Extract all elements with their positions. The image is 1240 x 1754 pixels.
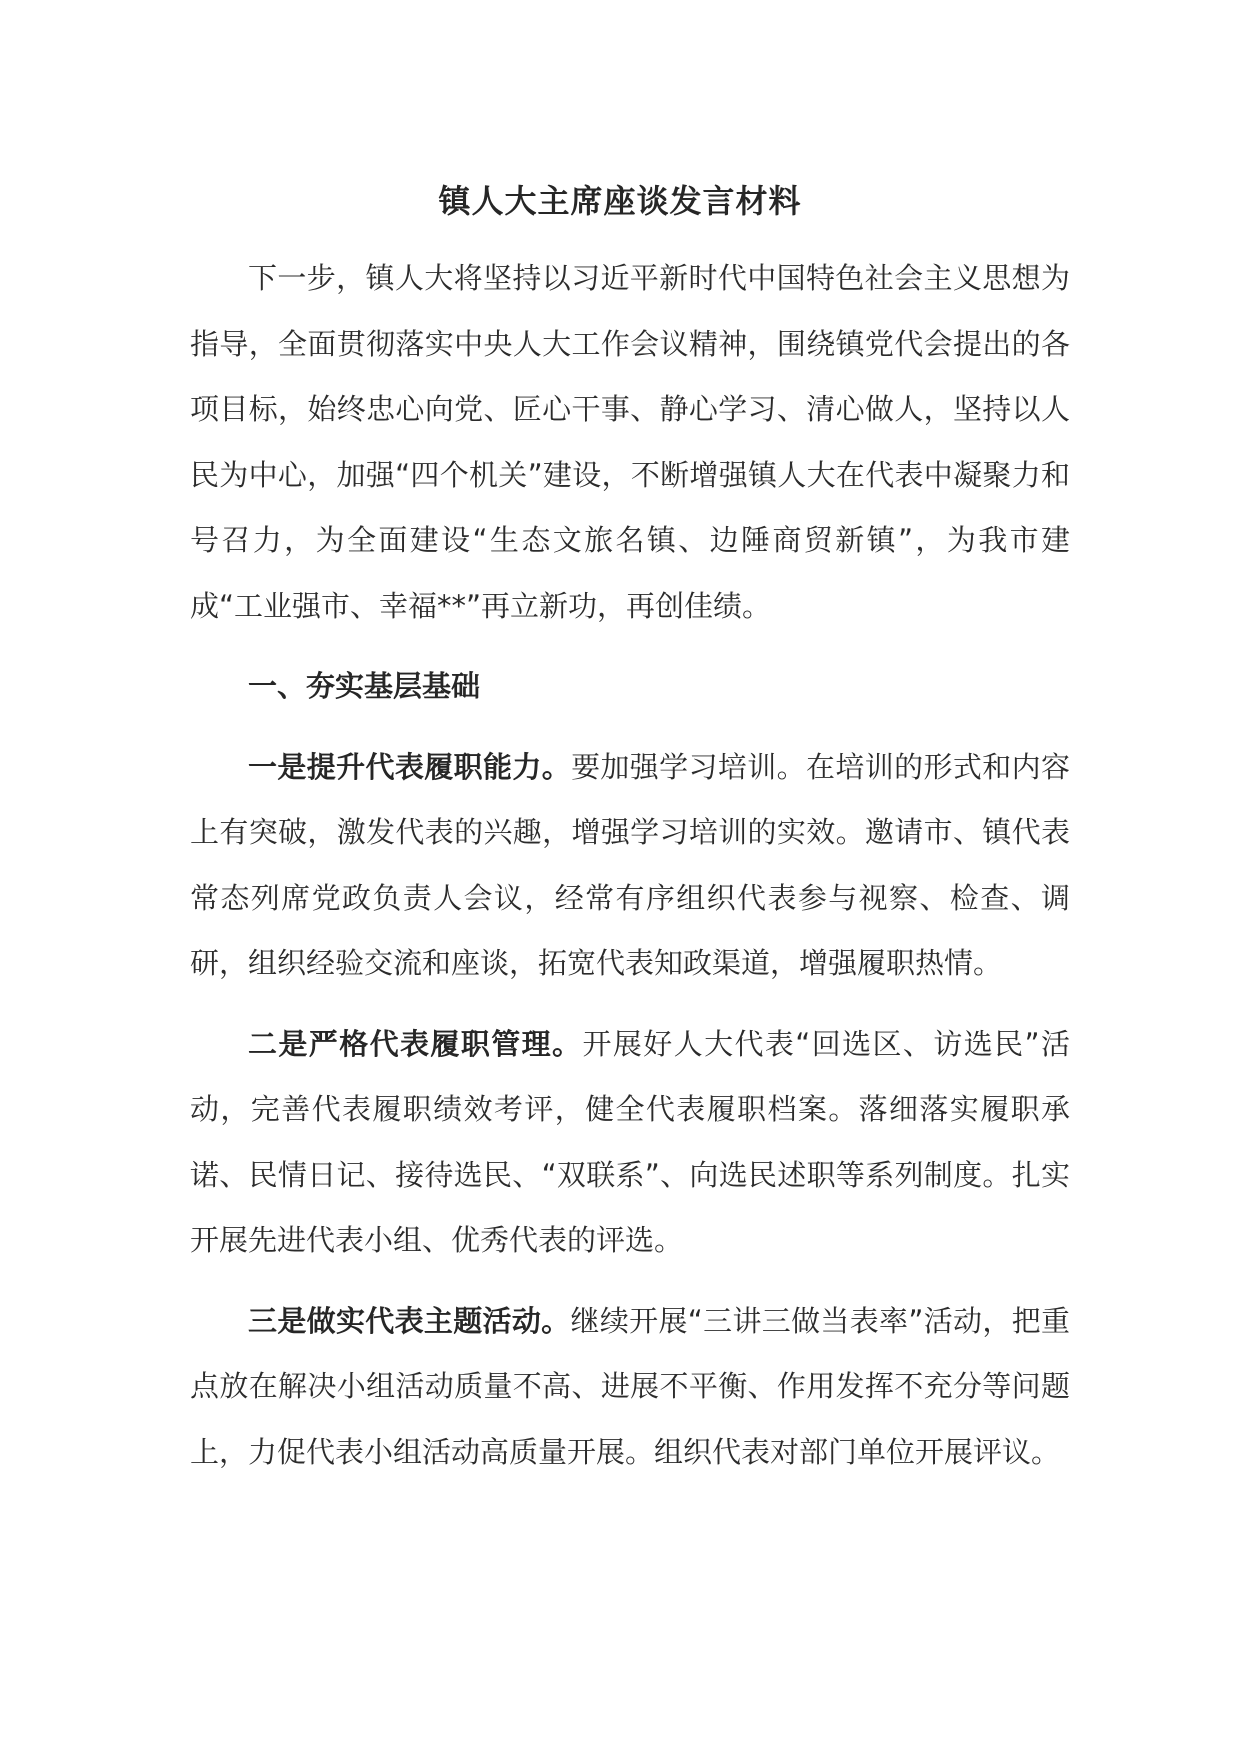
list-item	[190, 1012, 1070, 1274]
document-title: 镇人大主席座谈发言材料	[438, 182, 802, 220]
section-heading: 一、夯实基层基础	[248, 669, 481, 703]
item-lead: 二是严格代表履职管理。	[248, 1026, 583, 1061]
item-lead: 三是做实代表主题活动。	[248, 1303, 571, 1338]
intro-paragraph: 下一步，镇人大将坚持以习近平新时代中国特色社会主义思想为指导，全面贯彻落实中央人大工作会议精神，围绕镇党代会提出的各项目标，始终忠心向党、匠心干事、静心学习、清心做人，坚持以人民为中心，加强“四个机关”建设，不断增强镇人大在代表中凝聚力和号召力，为全面建设“生态文旅名镇、边陲商贸新镇”，为我市建成“工业强市、幸福**”再立新功，再创佳绩。	[190, 261, 1070, 623]
item-text: 继续开展“三讲三做当表率”活动，把重点放在解决小组活动质量不高、进展不平衡、作用发挥不充分等问题上，力促代表小组活动高质量开展。组织代表对部门单位开展评议。	[190, 1303, 1070, 1469]
document-body	[190, 246, 1070, 1485]
item-text: 要加强学习培训。在培训的形式和内容上有突破，激发代表的兴趣，增强学习培训的实效。邀请市、镇代表常态列席党政负责人会议，经常有序组织代表参与视察、检查、调研，组织经验交流和座谈，拓宽代表知政渠道，增强履职热情。	[190, 749, 1070, 980]
list-item	[190, 1289, 1070, 1486]
list-item	[190, 735, 1070, 997]
item-text: 开展好人大代表“回选区、访选民”活动，完善代表履职绩效考评，健全代表履职档案。落细落实履职承诺、民情日记、接待选民、“双联系”、向选民述职等系列制度。扎实开展先进代表小组、优秀代表的评选。	[190, 1026, 1070, 1257]
item-lead: 一是提升代表履职能力。	[248, 749, 572, 784]
